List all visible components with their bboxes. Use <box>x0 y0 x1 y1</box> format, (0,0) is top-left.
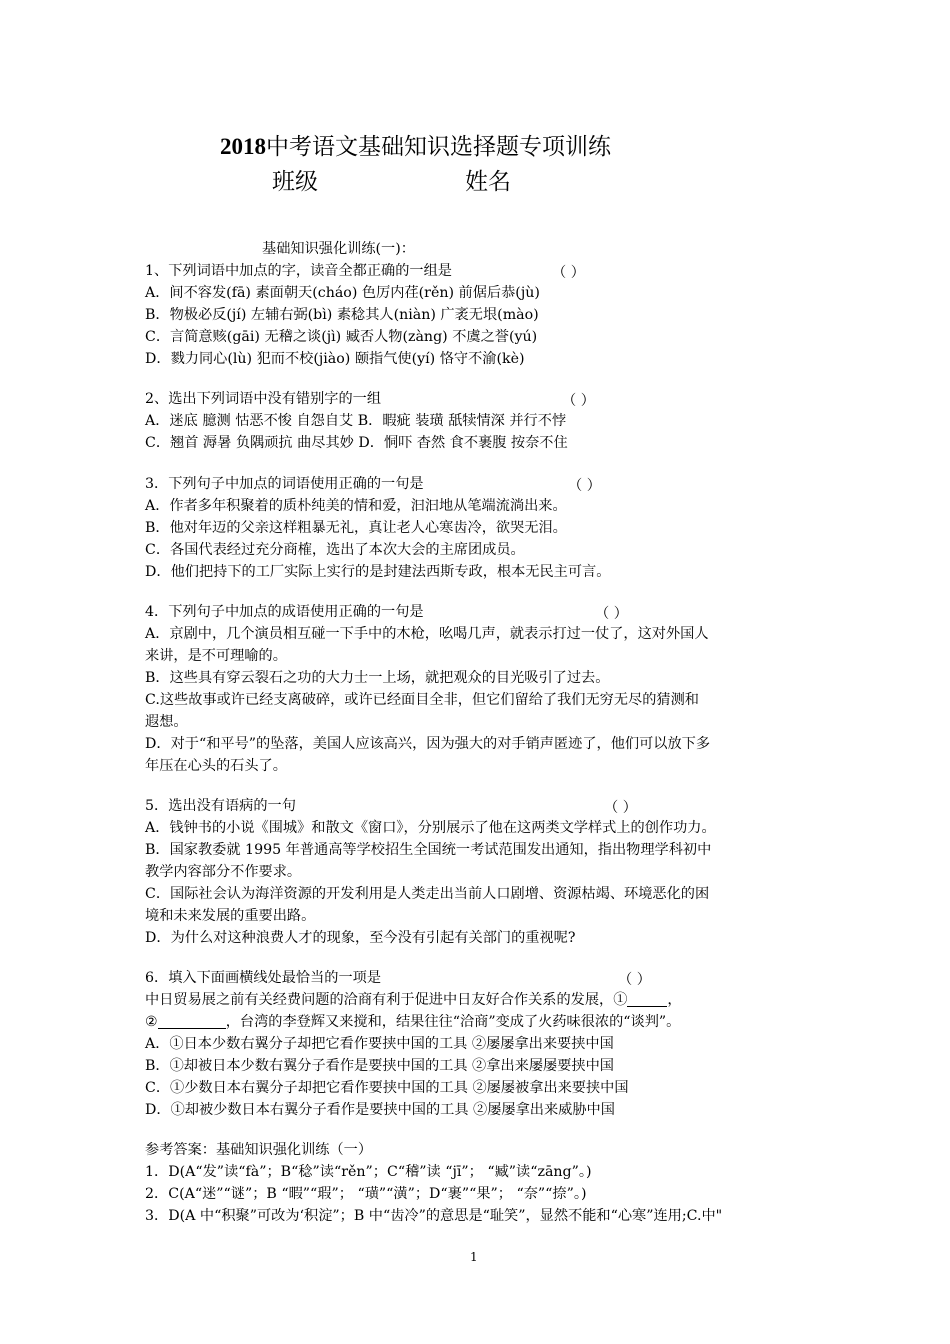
passage-text: ，台湾的李登辉又来搅和，结果往往“洽商”变成了火药味很浓的“谈判”。 <box>225 1014 681 1030</box>
option-line: B．物极必反(jí) 左辅右弼(bì) 素稔其人(niàn) 广袤无垠(mào) <box>145 307 539 323</box>
passage-text: ， <box>667 992 682 1008</box>
option-line: C．①少数日本右翼分子却把它看作要挟中国的工具 ②屡屡被拿出来要挟中国 <box>145 1080 629 1096</box>
option-line: B．①却被日本少数右翼分子看作是要挟中国的工具 ②拿出来屡屡要挟中国 <box>145 1058 614 1074</box>
option-line: 年压在心头的石头了。 <box>145 758 287 774</box>
name-label: 姓名 <box>465 169 511 195</box>
class-label: 班级 <box>272 169 318 195</box>
option-line: D．①却被少数日本右翼分子看作是要挟中国的工具 ②屡屡拿出来威胁中国 <box>145 1102 615 1118</box>
answers-title: 参考答案：基础知识强化训练（一） <box>145 1142 373 1158</box>
circled-two: ② <box>145 1014 158 1030</box>
option-line: C．翘首 溽暑 负隅顽抗 曲尽其妙 D．恫吓 杳然 食不裹腹 按奈不住 <box>145 435 568 451</box>
option-line: A．作者多年积聚着的质朴纯美的情和爱，汩汩地从笔端流淌出来。 <box>145 498 567 514</box>
question-stem: 4．下列句子中加点的成语使用正确的一句是 <box>145 604 424 620</box>
option-line: A．钱钟书的小说《围城》和散文《窗口》，分别展示了他在这两类文学样式上的创作功力。 <box>145 820 716 836</box>
question-stem: 3．下列句子中加点的词语使用正确的一句是 <box>145 476 424 492</box>
answer-paren: （ ） <box>552 265 585 281</box>
option-line: C．言简意赅(gāi) 无稽之谈(jì) 臧否人物(zàng) 不虞之誉(yú) <box>145 329 538 345</box>
option-line: C．各国代表经过充分商榷，选出了本次大会的主席团成员。 <box>145 542 525 558</box>
option-line: B．他对年迈的父亲这样粗暴无礼，真让老人心寒齿冷，欲哭无泪。 <box>145 520 567 536</box>
answer-line: 1．D(A“发”读“fà”；B“稔”读“rěn”；C“稽”读 “jī”； “臧”读“zāng”。) <box>145 1164 592 1180</box>
answer-paren: （ ） <box>618 972 651 988</box>
fill-blank-1 <box>627 992 667 1007</box>
option-line: D．为什么对这种浪费人才的现象，至今没有引起有关部门的重视呢? <box>145 930 576 946</box>
option-line: C．国际社会认为海洋资源的开发利用是人类走出当前人口剧增、资源枯竭、环境恶化的困 <box>145 886 710 902</box>
passage-line <box>145 990 682 1011</box>
question-stem: 5．选出没有语病的一句 <box>145 798 296 814</box>
option-line: B．这些具有穿云裂石之功的大力士一上场，就把观众的目光吸引了过去。 <box>145 670 610 686</box>
option-line: A．间不容发(fā) 素面朝天(cháo) 色厉内荏(rěn) 前倨后恭(jù) <box>145 285 540 301</box>
option-line: D．戮力同心(lù) 犯而不校(jiào) 颐指气使(yí) 恪守不渝(kè) <box>145 351 525 367</box>
question-stem: 1、下列词语中加点的字，读音全都正确的一组是 <box>145 263 452 279</box>
answer-paren: （ ） <box>595 606 628 622</box>
option-line: C.这些故事或许已经支离破碎，或许已经面目全非，但它们留给了我们无穷无尽的猜测和 <box>145 692 699 708</box>
option-line: 教学内容部分不作要求。 <box>145 864 302 880</box>
option-line: D．他们把持下的工厂实际上实行的是封建法西斯专政，根本无民主可言。 <box>145 564 611 580</box>
page-number: 1 <box>470 1250 478 1264</box>
option-line: A．京剧中，几个演员相互碰一下手中的木枪，吆喝几声，就表示打过一仗了，这对外国人 <box>145 626 709 642</box>
question-stem: 6．填入下面画横线处最恰当的一项是 <box>145 970 382 986</box>
answer-line: 3．D(A 中“积聚”可改为‘积淀”；B 中“齿冷”的意思是“耻笑”，显然不能和“心寒”连用;C.中" <box>145 1208 723 1224</box>
passage-line <box>145 1012 680 1033</box>
option-line: 遐想。 <box>145 714 188 730</box>
option-line: D．对于“和平号”的坠落，美国人应该高兴，因为强大的对手销声匿迹了，他们可以放下多 <box>145 736 711 752</box>
section-title: 基础知识强化训练(一)： <box>262 241 415 257</box>
fill-blank-2 <box>158 1014 226 1029</box>
option-line: A．①日本少数右翼分子却把它看作要挟中国的工具 ②屡屡拿出来要挟中国 <box>145 1036 614 1052</box>
passage-text: 中日贸易展之前有关经费问题的洽商有利于促进中日友好合作关系的发展，① <box>145 992 628 1008</box>
option-line: B．国家教委就 1995 年普通高等学校招生全国统一考试范围发出通知，指出物理学科初中 <box>145 842 712 858</box>
question-stem: 2、选出下列词语中没有错别字的一组 <box>145 391 382 407</box>
answer-paren: （ ） <box>604 800 637 816</box>
answer-paren: （ ） <box>562 393 595 409</box>
title-year: 2018 <box>220 134 266 159</box>
answer-line: 2．C(A“迷”“谜”；B “暇”“瑕”； “璜”“潢”；D“裹”“果”； “奈”“捺”。) <box>145 1186 587 1202</box>
option-line: A．迷底 臆测 怙恶不悛 自怨自艾 B．暇疵 装璜 舐犊情深 并行不悖 <box>145 413 567 429</box>
page-title <box>220 128 611 161</box>
title-text: 中考语文基础知识选择题专项训练 <box>266 134 611 160</box>
answer-paren: （ ） <box>568 478 601 494</box>
option-line: 境和未来发展的重要出路。 <box>145 908 316 924</box>
option-line: 来讲，是不可理喻的。 <box>145 648 287 664</box>
